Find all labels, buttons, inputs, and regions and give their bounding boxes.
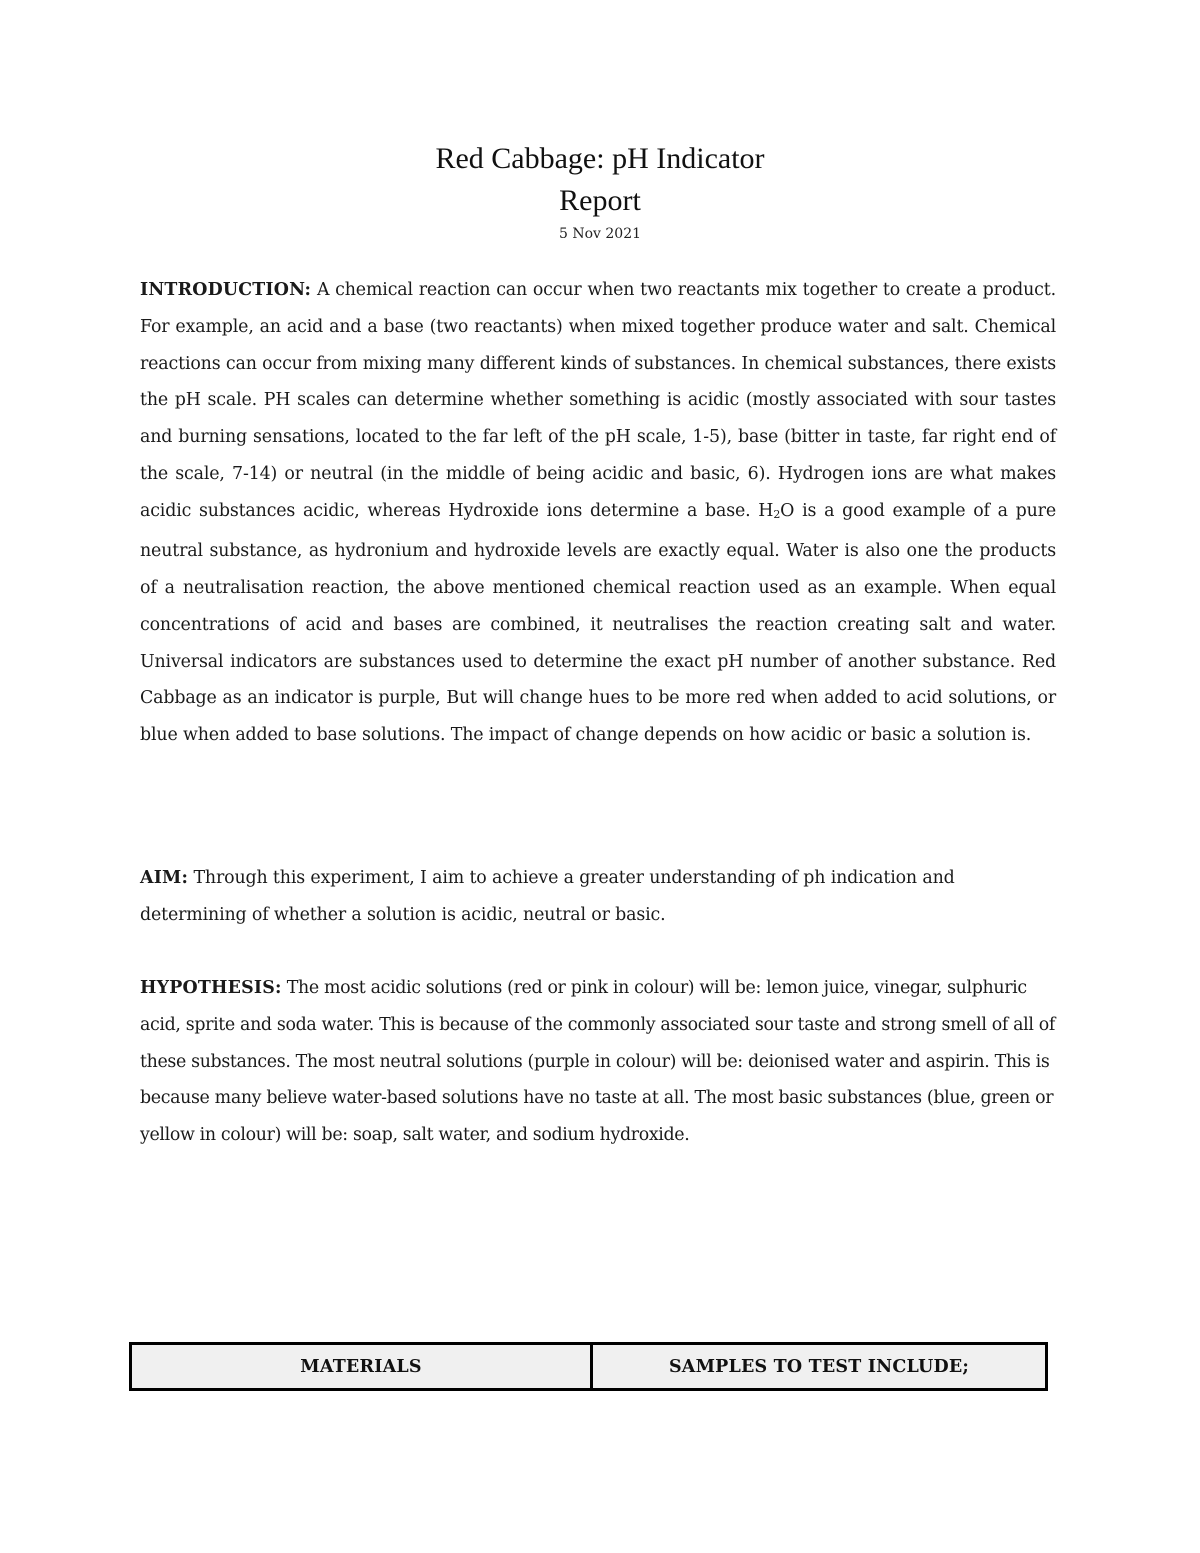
introduction-text-part1: A chemical reaction can occur when two reactants mix together to create a product. For example, an acid and a base (two reactants) when mixed together produce water and salt. Chemical reactions can occur from mixing many different kinds of substances. In chemical substances, there exists the pH scale. PH scales can determine whether something is acidic (mostly associated with sour tastes and burning sensations, located to the far left of the pH scale, 1-5), base (bitter in taste, far right end of the scale, 7-14) or neutral (in the middle of being acidic and basic, 6). Hydrogen ions are what makes acidic substances acidic, whereas Hydroxide ions determine a base. H (140, 280, 1056, 521)
title-line-2: Report (559, 184, 641, 217)
introduction-label: INTRODUCTION: (140, 280, 312, 300)
hypothesis-paragraph (140, 970, 1056, 1154)
materials-table (129, 1342, 1048, 1391)
aim-paragraph (140, 860, 1056, 934)
hypothesis-label: HYPOTHESIS: (140, 978, 282, 998)
aim-text: Through this experiment, I aim to achieve a greater understanding of ph indication and determining of whether a solution is acidic, neutral or basic. (140, 868, 955, 925)
samples-header: SAMPLES TO TEST INCLUDE; (668, 1356, 970, 1377)
hypothesis-text: The most acidic solutions (red or pink in colour) will be: lemon juice, vinegar, sulphuric acid, sprite and soda water. This is because of the commonly associated sour taste and strong smell of all of these substances. The most neutral solutions (purple in colour) will be: deionised water and aspirin. This is because many believe water-based solutions have no taste at all. The most basic substances (blue, green or yellow in colour) will be: soap, salt water, and sodium hydroxide. (140, 978, 1055, 1145)
introduction-section (140, 272, 1056, 754)
materials-header: MATERIALS (132, 1345, 593, 1388)
aim-section (140, 860, 1056, 934)
document-title (0, 138, 1200, 222)
introduction-paragraph (140, 272, 1056, 754)
introduction-text-part2: O is a good example of a pure neutral substance, as hydronium and hydroxide levels are exactly equal. Water is also one the products of a neutralisation reaction, the above mentioned chemical reaction used as an example. When equal concentrations of acid and bases are combined, it neutralises the reaction creating salt and water. Universal indicators are substances used to determine the exact pH number of another substance. Red Cabbage as an indicator is purple, But will change hues to be more red when added to acid solutions, or blue when added to base solutions. The impact of change depends on how acidic or basic a solution is. (140, 500, 1056, 745)
hypothesis-section (140, 970, 1056, 1154)
introduction-subscript: 2 (773, 507, 781, 521)
document-date: 5 Nov 2021 (558, 226, 642, 242)
aim-label: AIM: (140, 868, 189, 888)
title-block (0, 138, 1200, 244)
title-line-1: Red Cabbage: pH Indicator (435, 142, 765, 175)
